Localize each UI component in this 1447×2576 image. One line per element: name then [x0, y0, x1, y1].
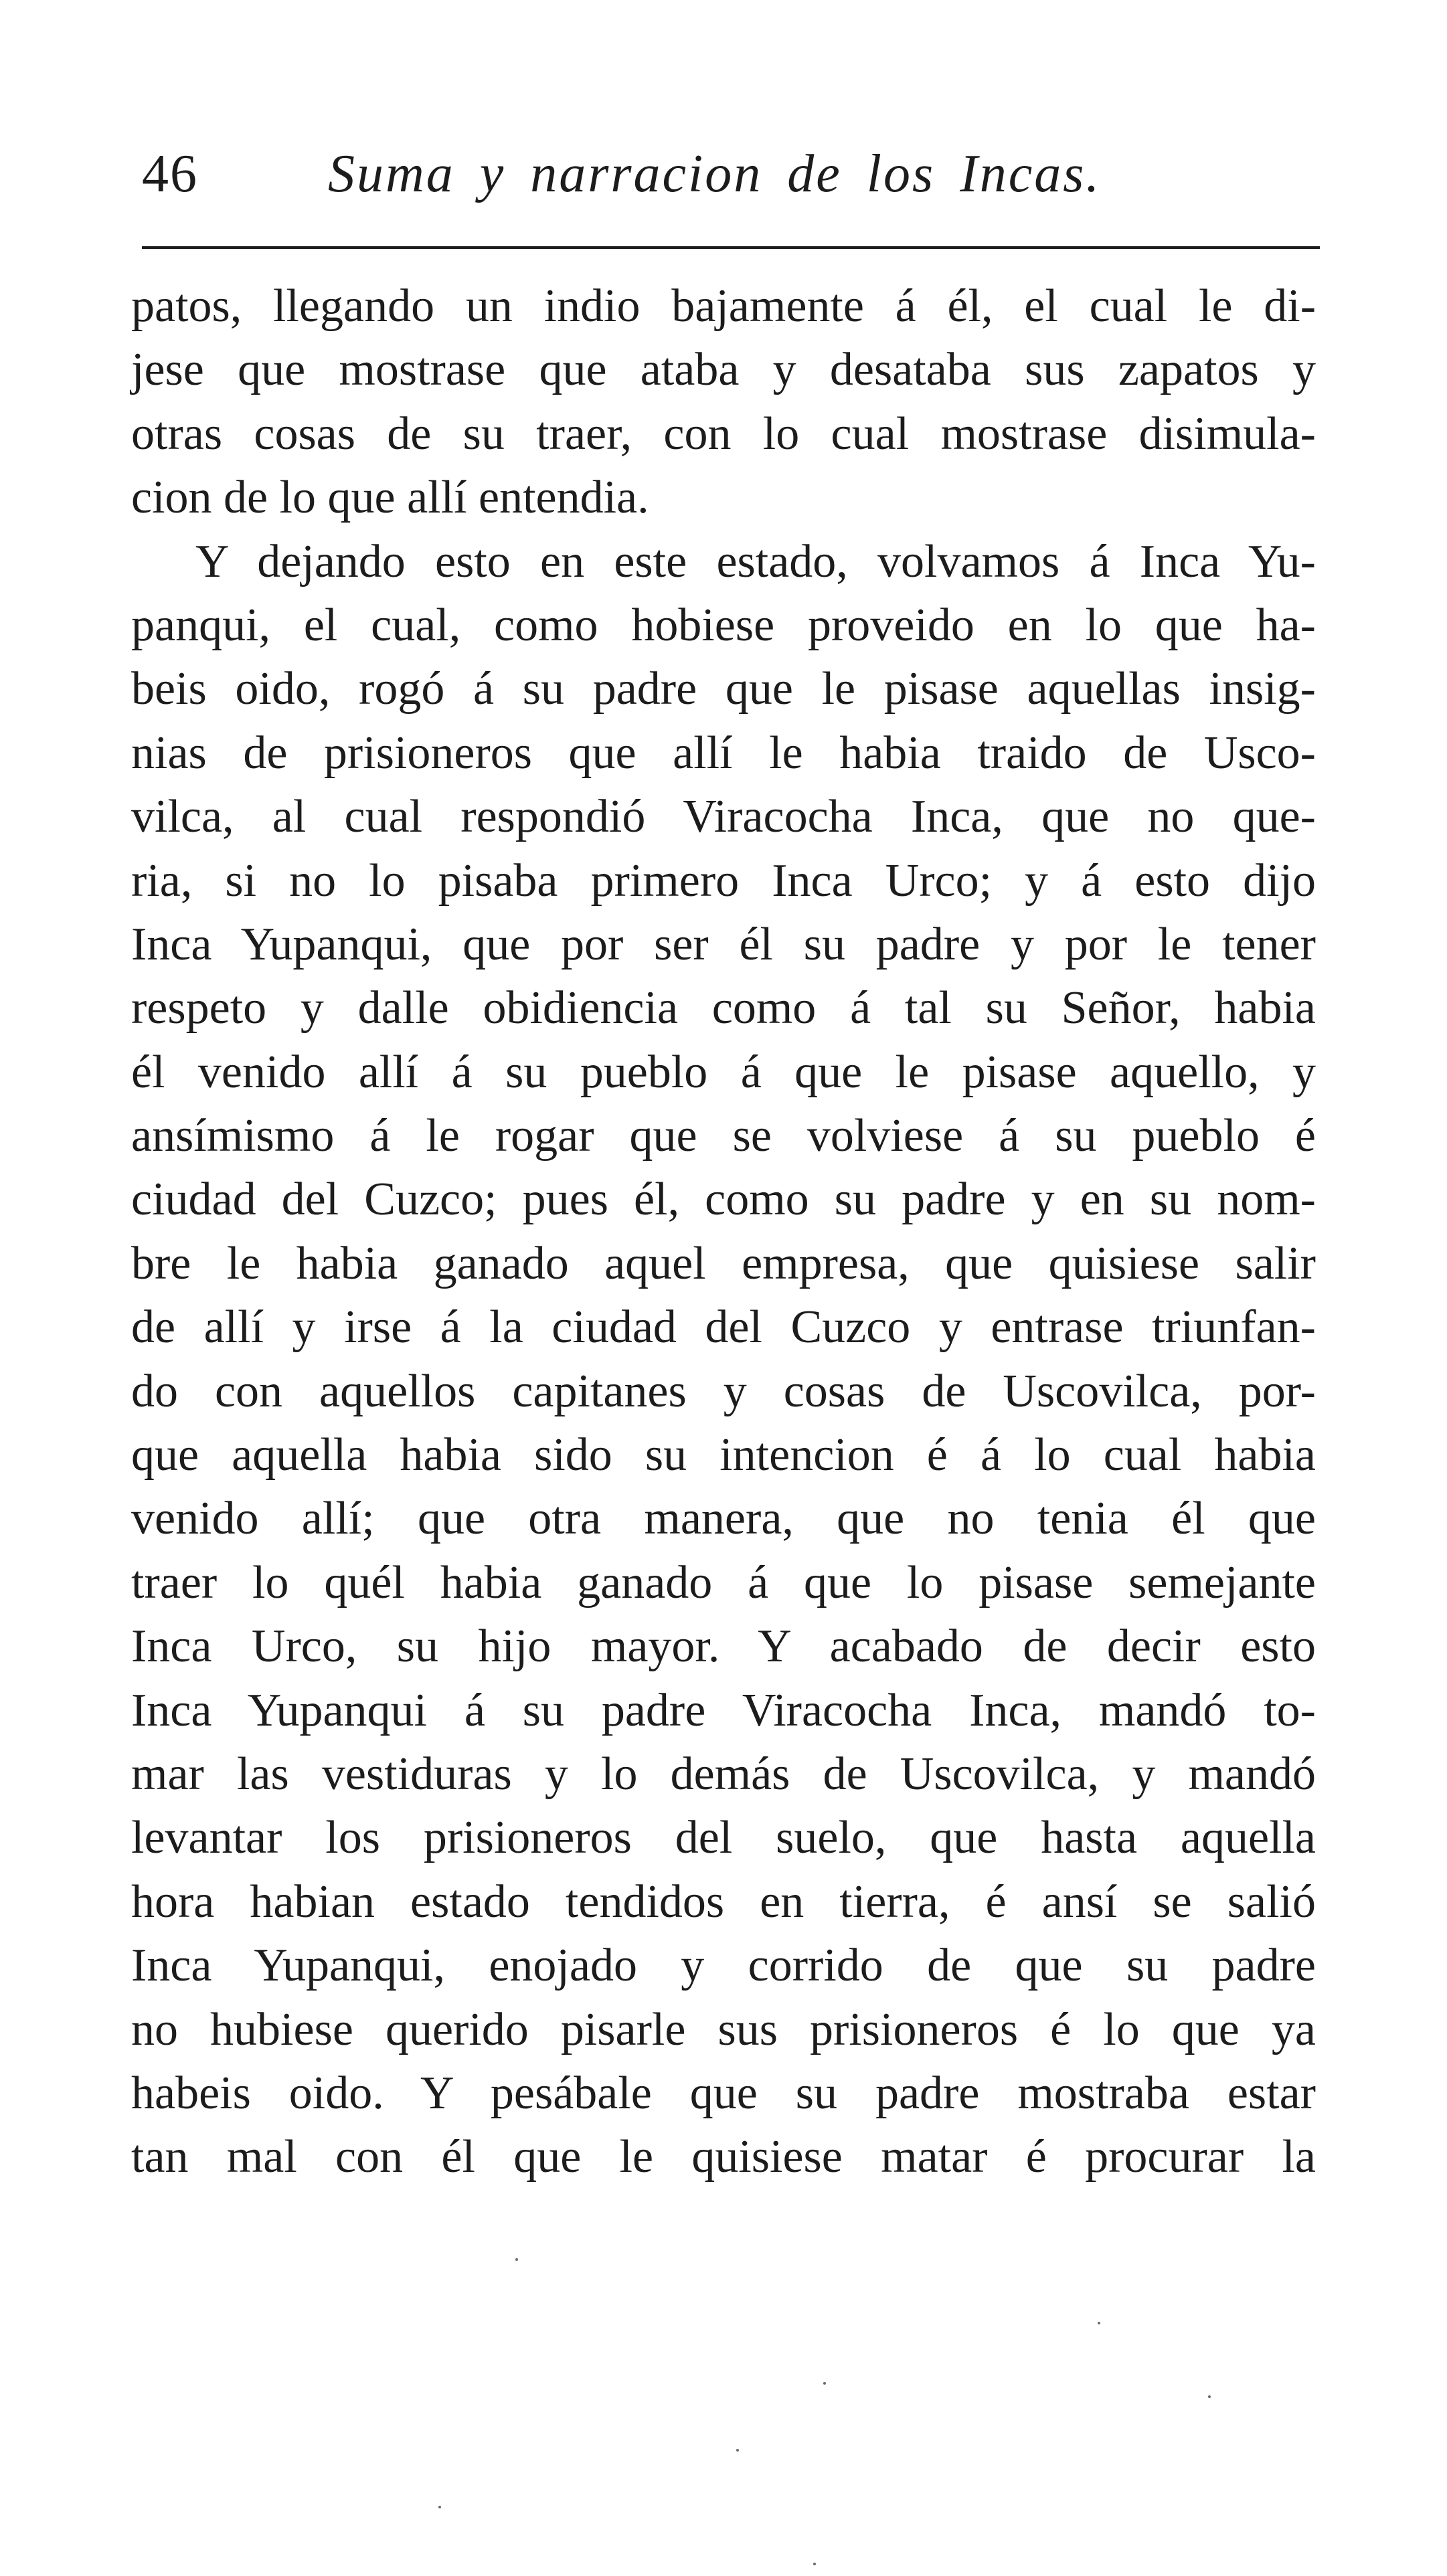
body-text [131, 274, 1316, 2189]
text-line: do con aquellos capitanes y cosas de Uscovilca, por- [131, 1365, 1316, 1417]
header-rule [142, 246, 1320, 249]
text-line: Inca Yupanqui, que por ser él su padre y por le tener [131, 918, 1316, 970]
text-line: mar las vestiduras y lo demás de Uscovilca, y mandó [131, 1748, 1316, 1800]
text-line: bre le habia ganado aquel empresa, que quisiese salir [131, 1237, 1316, 1289]
text-line: otras cosas de su traer, con lo cual mostrase disimula- [131, 407, 1316, 460]
running-head [134, 137, 1325, 211]
text-line: vilca, al cual respondió Viracocha Inca, que no que- [131, 791, 1316, 843]
text-line: venido allí; que otra manera, que no tenia él que [131, 1493, 1316, 1545]
paper-speck [813, 2563, 816, 2565]
text-line: no hubiese querido pisarle sus prisioneros é lo que ya [131, 2003, 1316, 2055]
text-line: levantar los prisioneros del suelo, que hasta aquella [131, 1812, 1316, 1864]
paper-speck [823, 2382, 826, 2385]
page-number: 46 [142, 145, 198, 203]
text-line: beis oido, rogó á su padre que le pisase aquellas insig- [131, 663, 1316, 715]
text-line: traer lo quél habia ganado á que lo pisase semejante [131, 1556, 1316, 1608]
paper-speck [438, 2506, 441, 2508]
paper-speck [515, 2258, 518, 2261]
text-line: habeis oido. Y pesábale que su padre mostraba estar [131, 2067, 1316, 2119]
text-line: panqui, el cual, como hobiese proveido en lo que ha- [131, 599, 1316, 651]
text-line: patos, llegando un indio bajamente á él, el cual le di- [131, 280, 1316, 332]
text-line: Y dejando esto en este estado, volvamos á Inca Yu- [195, 535, 1316, 587]
text-line: Inca Yupanqui, enojado y corrido de que su padre [131, 1940, 1316, 1992]
text-line: él venido allí á su pueblo á que le pisase aquello, y [131, 1046, 1316, 1098]
text-line: Inca Urco, su hijo mayor. Y acabado de decir esto [131, 1621, 1316, 1673]
text-line: jese que mostrase que ataba y desataba sus zapatos y [131, 344, 1316, 396]
text-line: nias de prisioneros que allí le habia traido de Usco- [131, 727, 1316, 779]
paper-speck [1208, 2395, 1211, 2398]
text-line: ansímismo á le rogar que se volviese á su pueblo é [131, 1110, 1316, 1162]
text-line: hora habian estado tendidos en tierra, é ansí se salió [131, 1875, 1316, 1928]
text-line: Inca Yupanqui á su padre Viracocha Inca, mandó to- [131, 1684, 1316, 1736]
paper-speck [1098, 2322, 1100, 2324]
paper-speck [736, 2449, 739, 2452]
running-title: Suma y narracion de los Incas. [328, 145, 1102, 203]
text-line: tan mal con él que le quisiese matar é procurar la [131, 2131, 1316, 2183]
text-line: ciudad del Cuzco; pues él, como su padre y en su nom- [131, 1174, 1316, 1226]
text-line: respeto y dalle obidiencia como á tal su Señor, habia [131, 982, 1316, 1034]
text-line: cion de lo que allí entendia. [131, 472, 649, 524]
text-line: ria, si no lo pisaba primero Inca Urco; y á esto dijo [131, 854, 1316, 907]
text-line: de allí y irse á la ciudad del Cuzco y entrase triunfan- [131, 1301, 1316, 1354]
text-line: que aquella habia sido su intencion é á lo cual habia [131, 1429, 1316, 1481]
